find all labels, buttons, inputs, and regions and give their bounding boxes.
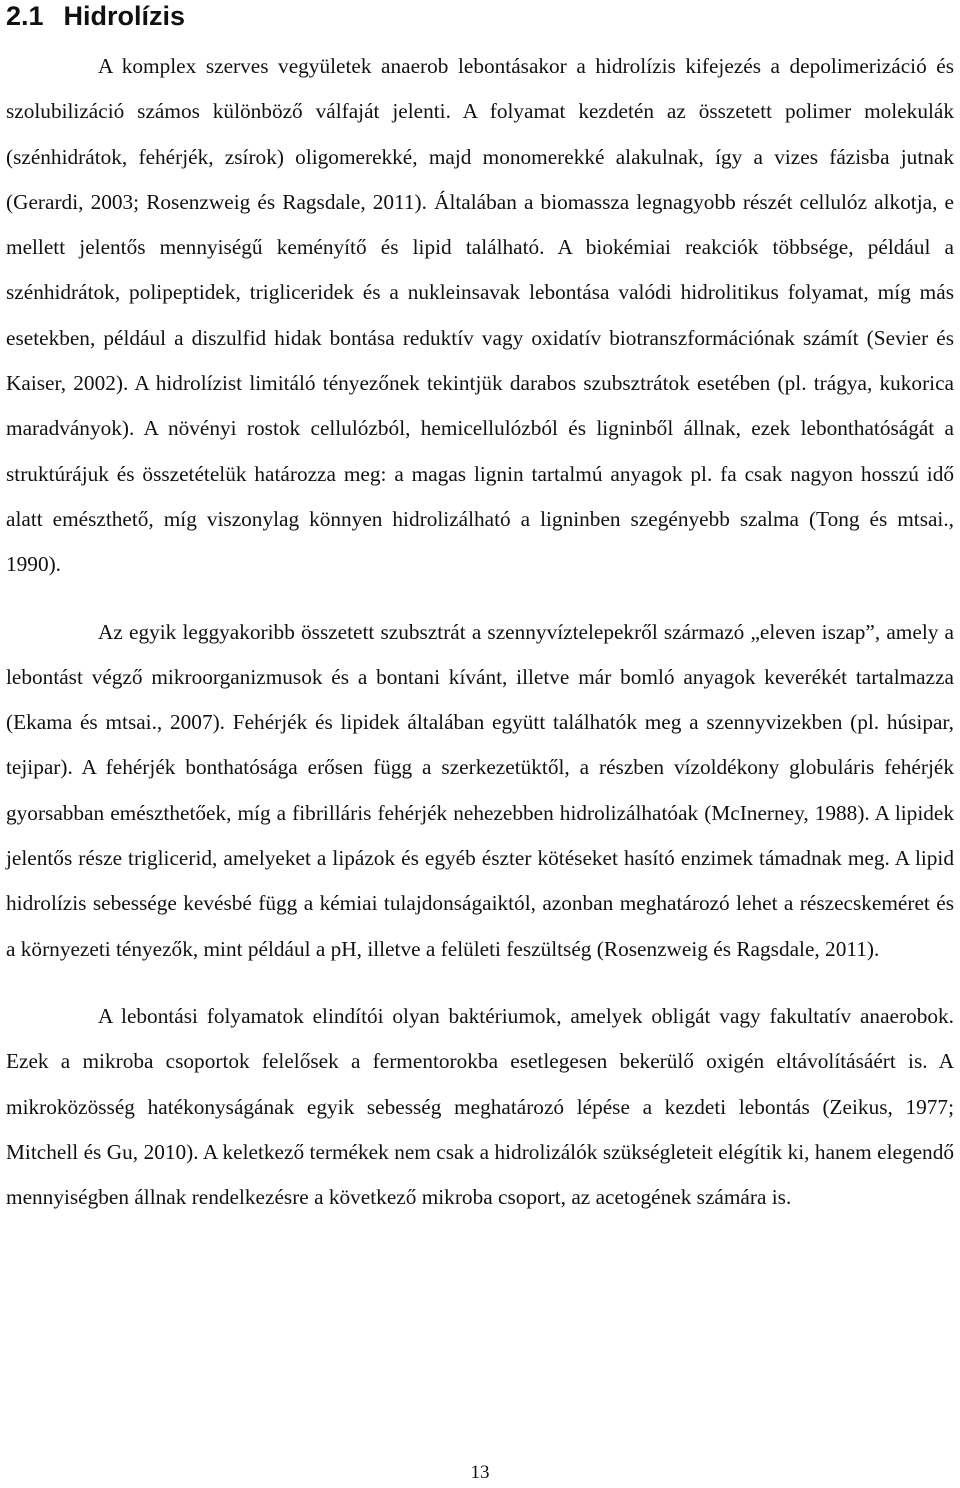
section-heading: [6, 0, 954, 32]
page-number: 13: [470, 1462, 490, 1483]
section-title: Hidrolízis: [63, 1, 186, 31]
paragraph: A komplex szerves vegyületek anaerob lebontásakor a hidrolízis kifejezés a depolimerizáció és szolubilizáció számos különböző válfaját jelenti. A folyamat kezdetén az összetett polimer molekulák (szénhidrátok, fehérjék, zsírok) oligomerekké, majd monomerekké alakulnak, így a vizes fázisba jutnak (Gerardi, 2003; Rosenzweig és Ragsdale, 2011). Általában a biomassza legnagyobb részét cellulóz alkotja, e mellett jelentős mennyiségű keményítő és lipid található. A biokémiai reakciók többsége, például a szénhidrátok, polipeptidek, trigliceridek és a nukleinsavak lebontása valódi hidrolitikus folyamat, míg más esetekben, például a diszulfid hidak bontása reduktív vagy oxidatív biotranszformációnak számít (Sevier és Kaiser, 2002). A hidrolízist limitáló tényezőnek tekintjük darabos szubsztrátok esetében (pl. trágya, kukorica maradványok). A növényi rostok cellulózból, hemicellulózból és ligninből állnak, ezek lebonthatóságát a struktúrájuk és összetételük határozza meg: a magas lignin tartalmú anyagok pl. fa csak nagyon hosszú idő alatt emészthető, míg viszonylag könnyen hidrolizálható a ligninben szegényebb szalma (Tong és mtsai., 1990).: [6, 54, 954, 577]
document-page: [6, 0, 954, 1220]
paragraph: A lebontási folyamatok elindítói olyan baktériumok, amelyek obligát vagy fakultatív anaerobok. Ezek a mikroba csoportok felelősek a fermentorokba esetlegesen bekerülő oxigén eltávolításáért is. A mikroközösség hatékonyságának egyik sebesség meghatározó lépése a kezdeti lebontás (Zeikus, 1977; Mitchell és Gu, 2010). A keletkező termékek nem csak a hidrolizálók szükségleteit elégítik ki, hanem elegendő mennyiségben állnak rendelkezésre a következő mikroba csoport, az acetogének számára is.: [6, 1003, 954, 1210]
paragraph: Az egyik leggyakoribb összetett szubsztrát a szennyvíztelepekről származó „eleven iszap”, amely a lebontást végző mikroorganizmusok és a bontani kívánt, illetve már bomló anyagok keverékét tartalmazza (Ekama és mtsai., 2007). Fehérjék és lipidek általában együtt találhatók meg a szennyvizekben (pl. húsipar, tejipar). A fehérjék bonthatósága erősen függ a szerkezetüktől, a részben vízoldékony globuláris fehérjék gyorsabban emészthetőek, míg a fibrilláris fehérjék nehezebben hidrolizálhatóak (McInerney, 1988). A lipidek jelentős része triglicerid, amelyeket a lipázok és egyéb észter kötéseket hasító enzimek támadnak meg. A lipid hidrolízis sebessége kevésbé függ a kémiai tulajdonságaiktól, azonban meghatározó lehet a részecskeméret és a környezeti tényezők, mint például a pH, illetve a felületi feszültség (Rosenzweig és Ragsdale, 2011).: [6, 619, 954, 961]
section-number: 2.1: [6, 1, 44, 31]
